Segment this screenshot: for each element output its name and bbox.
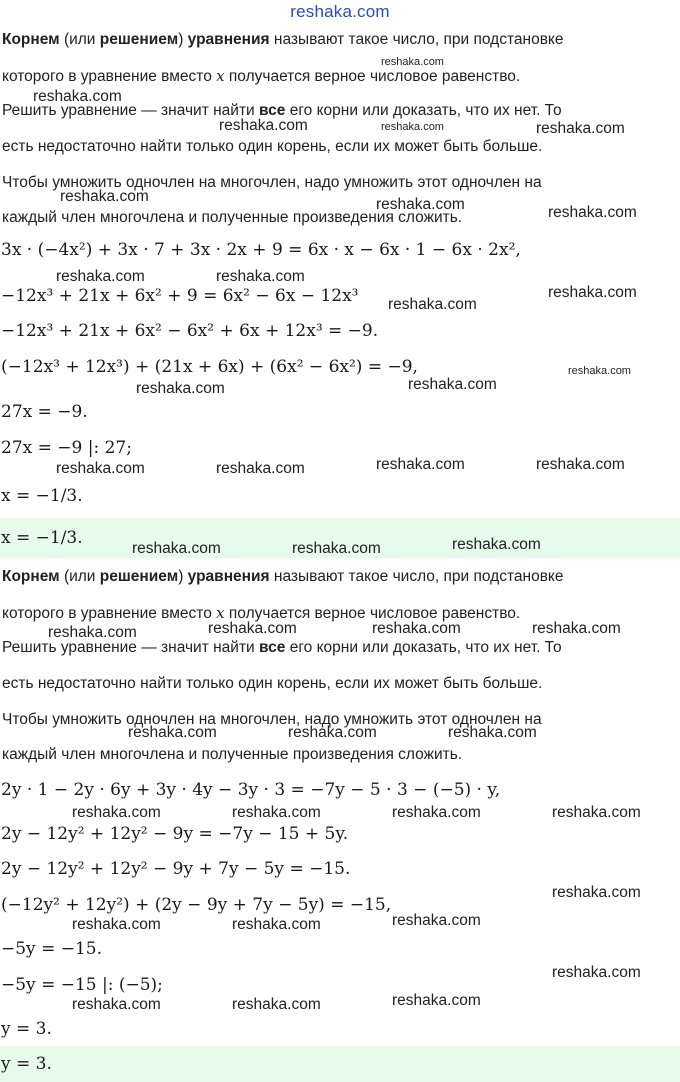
term-solution: решением xyxy=(99,568,179,585)
math-step: −5y = −15 |: (−5); xyxy=(1,975,163,995)
multiply-rule-line-1: Чтобы умножить одночлен на многочлен, надо умножить этот одночлен на xyxy=(2,711,542,728)
math-step: 27x = −9. xyxy=(1,402,88,422)
math-step: y = 3. xyxy=(1,1019,52,1039)
answer-a: x = −1/3. xyxy=(1,528,83,548)
watermark: reshaka.com xyxy=(532,620,621,637)
watermark: reshaka.com xyxy=(372,620,461,637)
text-fragment: его корни или доказать, что их нет. То xyxy=(285,102,562,119)
text-fragment: (или xyxy=(59,568,100,585)
math-step: −12x³ + 21x + 6x² − 6x² + 6x + 12x³ = −9. xyxy=(1,321,379,341)
watermark: reshaka.com xyxy=(72,996,161,1013)
watermark: reshaka.com xyxy=(219,117,308,134)
watermark: reshaka.com xyxy=(568,365,631,377)
watermark: reshaka.com xyxy=(60,188,149,205)
math-step: (−12y² + 12y²) + (2y − 9y + 7y − 5y) = −15, xyxy=(1,895,392,915)
watermark: reshaka.com xyxy=(392,912,481,929)
watermark: reshaka.com xyxy=(381,121,444,133)
term-equation: уравнения xyxy=(187,31,270,48)
text-fragment: Решить уравнение — значит найти xyxy=(2,102,260,119)
watermark: reshaka.com xyxy=(48,624,137,641)
watermark: reshaka.com xyxy=(552,884,641,901)
watermark: reshaka.com xyxy=(56,268,145,285)
watermark: reshaka.com xyxy=(232,804,321,821)
watermark: reshaka.com xyxy=(552,964,641,981)
math-step: −12x³ + 21x + 6x² + 9 = 6x² − 6x − 12x³ xyxy=(1,286,359,306)
variable-x: x xyxy=(216,604,225,622)
watermark: reshaka.com xyxy=(388,296,477,313)
watermark: reshaka.com xyxy=(548,204,637,221)
text-fragment: называют такое число, при подстановке xyxy=(269,568,564,585)
root-definition-line-1 xyxy=(2,31,678,49)
multiply-rule-line-2: каждый член многочлена и полученные произведения сложить. xyxy=(2,746,463,763)
term-root: Корнем xyxy=(2,568,60,585)
answer-band-b xyxy=(0,1046,680,1082)
math-step: x = −1/3. xyxy=(1,486,83,506)
watermark: reshaka.com xyxy=(136,380,225,397)
root-definition-line-2 xyxy=(2,67,678,86)
math-step: 2y · 1 − 2y · 6y + 3y · 4y − 3y · 3 = −7y − 5 · 3 − (−5) · y, xyxy=(1,780,501,800)
watermark: reshaka.com xyxy=(132,540,221,557)
math-step: 3x · (−4x²) + 3x · 7 + 3x · 2x + 9 = 6x · x − 6x · 1 − 6x · 2x², xyxy=(1,240,521,260)
watermark: reshaka.com xyxy=(292,540,381,557)
watermark: reshaka.com xyxy=(72,916,161,933)
watermark: reshaka.com xyxy=(33,88,122,105)
watermark: reshaka.com xyxy=(232,916,321,933)
text-fragment: получается верное числовое равенство. xyxy=(224,68,521,85)
watermark: reshaka.com xyxy=(392,992,481,1009)
watermark: reshaka.com xyxy=(408,376,497,393)
math-step: −5y = −15. xyxy=(1,939,102,959)
watermark: reshaka.com xyxy=(548,284,637,301)
watermark: reshaka.com xyxy=(552,804,641,821)
watermark: reshaka.com xyxy=(56,460,145,477)
watermark: reshaka.com xyxy=(216,268,305,285)
term-equation: уравнения xyxy=(187,568,270,585)
watermark: reshaka.com xyxy=(536,120,625,137)
watermark: reshaka.com xyxy=(452,536,541,553)
answer-b: y = 3. xyxy=(1,1054,52,1074)
math-step: 2y − 12y² + 12y² − 9y = −7y − 15 + 5y. xyxy=(1,824,349,844)
solve-definition-line-2: есть недостаточно найти только один корень, если их может быть больше. xyxy=(2,675,543,692)
site-link[interactable]: reshaka.com xyxy=(290,2,390,21)
watermark: reshaka.com xyxy=(128,724,217,741)
variable-x: x xyxy=(216,67,225,85)
text-fragment: ) xyxy=(178,568,188,585)
math-step: 27x = −9 |: 27; xyxy=(1,438,132,458)
text-fragment: получается верное числовое равенство. xyxy=(224,605,521,622)
math-step: (−12x³ + 12x³) + (21x + 6x) + (6x² − 6x²) = −9, xyxy=(1,357,418,377)
text-fragment: называют такое число, при подстановке xyxy=(269,31,564,48)
term-solution: решением xyxy=(99,31,179,48)
term-all: все xyxy=(259,639,286,656)
root-definition-line-1 xyxy=(2,568,678,586)
watermark: reshaka.com xyxy=(448,724,537,741)
text-fragment: которого в уравнение вместо xyxy=(2,68,217,85)
watermark: reshaka.com xyxy=(232,996,321,1013)
multiply-rule-line-1: Чтобы умножить одночлен на многочлен, надо умножить этот одночлен на xyxy=(2,174,542,191)
term-all: все xyxy=(259,102,286,119)
watermark: reshaka.com xyxy=(381,56,444,68)
watermark: reshaka.com xyxy=(216,460,305,477)
watermark: reshaka.com xyxy=(376,456,465,473)
term-root: Корнем xyxy=(2,31,60,48)
text-fragment: ) xyxy=(178,31,188,48)
watermark: reshaka.com xyxy=(536,456,625,473)
text-fragment: его корни или доказать, что их нет. То xyxy=(285,639,562,656)
watermark: reshaka.com xyxy=(72,804,161,821)
watermark: reshaka.com xyxy=(288,724,377,741)
text-fragment: Решить уравнение — значит найти xyxy=(2,639,260,656)
text-fragment: (или xyxy=(59,31,100,48)
watermark: reshaka.com xyxy=(392,804,481,821)
text-fragment: которого в уравнение вместо xyxy=(2,605,217,622)
multiply-rule-line-2: каждый член многочлена и полученные произведения сложить. xyxy=(2,209,463,226)
watermark: reshaka.com xyxy=(376,196,465,213)
solve-definition-line-2: есть недостаточно найти только один корень, если их может быть больше. xyxy=(2,138,543,155)
watermark: reshaka.com xyxy=(208,620,297,637)
math-step: 2y − 12y² + 12y² − 9y + 7y − 5y = −15. xyxy=(1,859,351,879)
